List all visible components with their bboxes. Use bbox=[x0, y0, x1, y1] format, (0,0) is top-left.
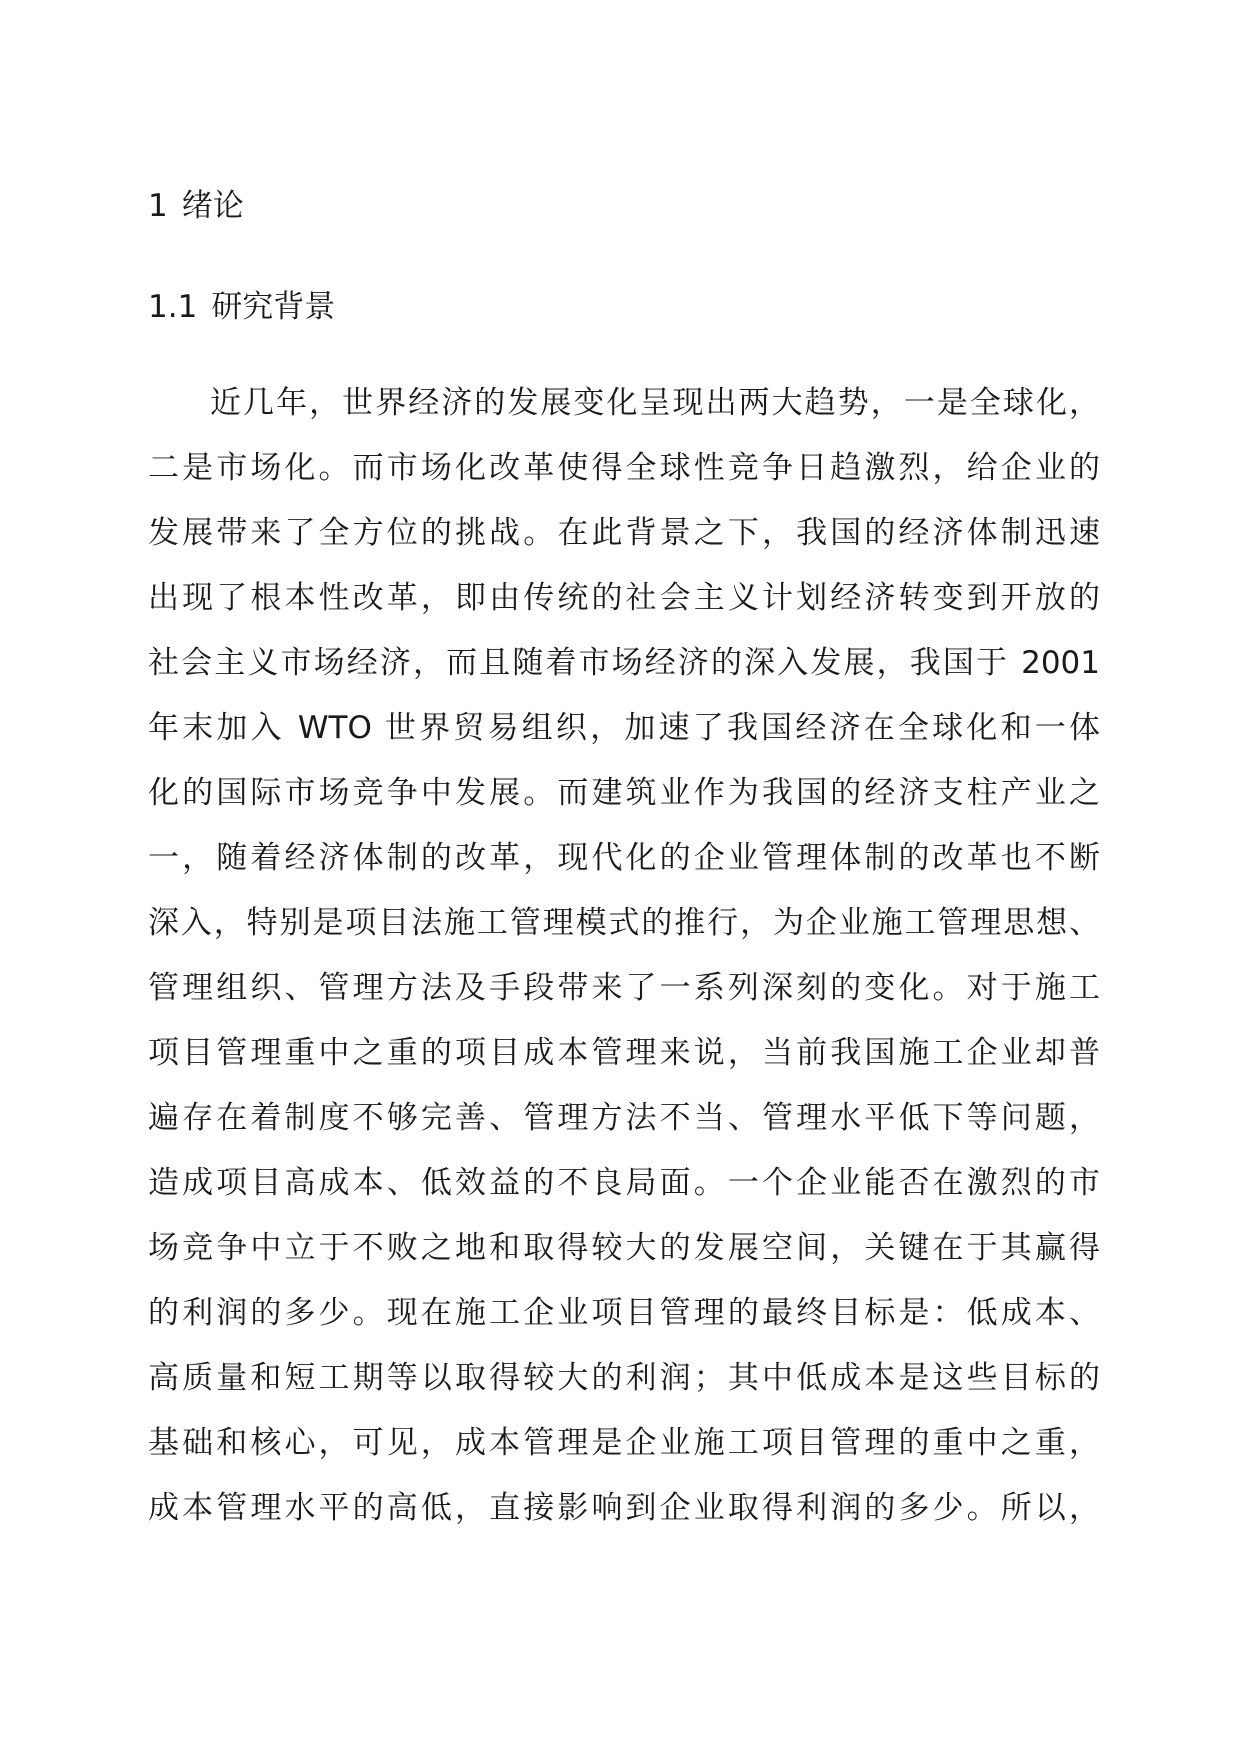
body-paragraph bbox=[148, 382, 1100, 1552]
paragraph-line: 管理组织、管理方法及手段带来了一系列深刻的变化。对于施工 bbox=[148, 970, 1100, 1006]
paragraph-line: 一，随着经济体制的改革，现代化的企业管理体制的改革也不断 bbox=[148, 840, 1100, 876]
paragraph-line: 化的国际市场竞争中发展。而建筑业作为我国的经济支柱产业之 bbox=[148, 775, 1100, 811]
paragraph-line: 项目管理重中之重的项目成本管理来说，当前我国施工企业却普 bbox=[148, 1035, 1100, 1071]
paragraph-line: 深入，特别是项目法施工管理模式的推行，为企业施工管理思想、 bbox=[148, 905, 1100, 941]
paragraph-line: 遍存在着制度不够完善、管理方法不当、管理水平低下等问题， bbox=[148, 1100, 1100, 1136]
paragraph-line: 高质量和短工期等以取得较大的利润；其中低成本是这些目标的 bbox=[148, 1360, 1100, 1396]
paragraph-line: 社会主义市场经济，而且随着市场经济的深入发展，我国于 2001 bbox=[148, 645, 1100, 681]
chapter-number: 1 bbox=[148, 188, 168, 224]
paragraph-line: 的利润的多少。现在施工企业项目管理的最终目标是：低成本、 bbox=[148, 1295, 1100, 1331]
section-heading bbox=[148, 287, 335, 327]
paragraph-line: 发展带来了全方位的挑战。在此背景之下，我国的经济体制迅速 bbox=[148, 515, 1100, 551]
paragraph-line: 造成项目高成本、低效益的不良局面。一个企业能否在激烈的市 bbox=[148, 1165, 1100, 1201]
paragraph-line: 年末加入 WTO 世界贸易组织，加速了我国经济在全球化和一体 bbox=[148, 710, 1100, 746]
section-number: 1.1 bbox=[148, 289, 198, 325]
paragraph-line: 成本管理水平的高低，直接影响到企业取得利润的多少。所以， bbox=[148, 1490, 1100, 1526]
chapter-heading bbox=[148, 186, 244, 226]
paragraph-line: 近几年，世界经济的发展变化呈现出两大趋势，一是全球化， bbox=[210, 385, 1100, 421]
paragraph-line: 场竞争中立于不败之地和取得较大的发展空间，关键在于其赢得 bbox=[148, 1230, 1100, 1266]
paragraph-line: 出现了根本性改革，即由传统的社会主义计划经济转变到开放的 bbox=[148, 580, 1100, 616]
section-title: 研究背景 bbox=[211, 289, 336, 325]
paragraph-line: 二是市场化。而市场化改革使得全球性竞争日趋激烈，给企业的 bbox=[148, 450, 1100, 486]
chapter-title: 绪论 bbox=[181, 188, 244, 224]
paragraph-line: 基础和核心，可见，成本管理是企业施工项目管理的重中之重， bbox=[148, 1425, 1100, 1461]
